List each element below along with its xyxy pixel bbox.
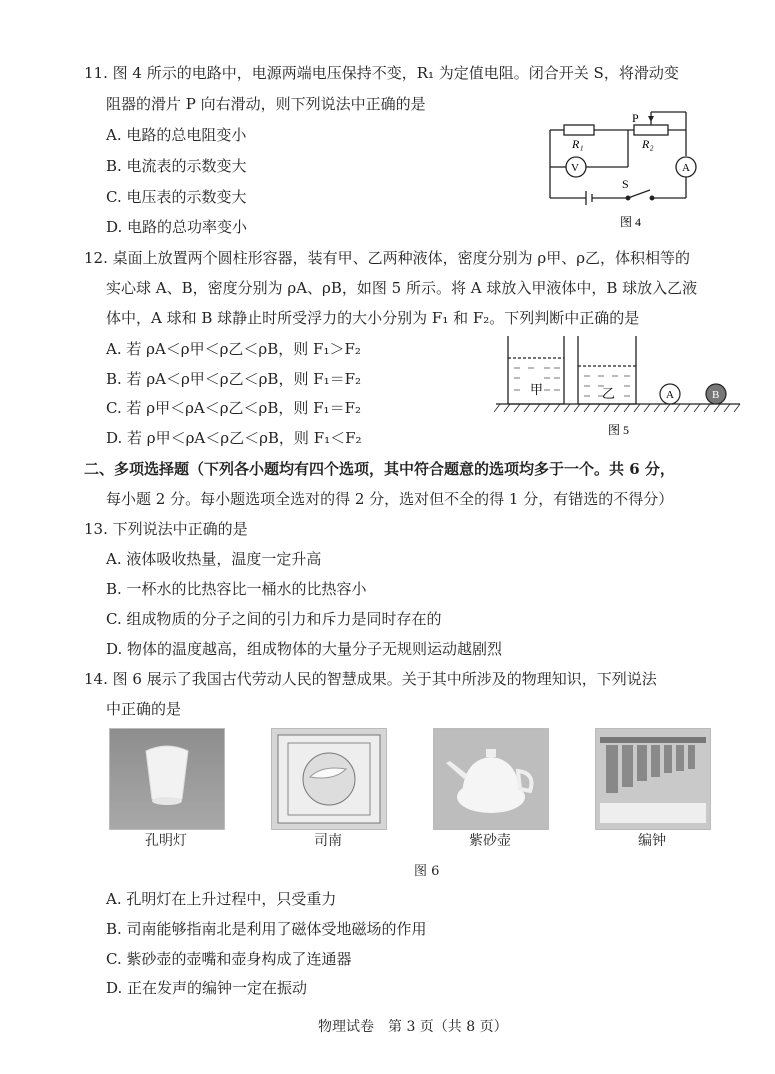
sinan-compass-photo bbox=[271, 728, 387, 830]
circuit-diagram-fig4 bbox=[538, 100, 718, 235]
q12-stem-line2: 实心球 A、B，密度分别为 ρA、ρB，如图 5 所示。将 A 球放入甲液体中，B 球放入乙液 bbox=[106, 279, 698, 297]
q14-option-a: A. 孔明灯在上升过程中，只受重力 bbox=[106, 890, 337, 908]
q14-stem-line1: 14. 图 6 展示了我国古代劳动人民的智慧成果。关于其中所涉及的物理知识，下列说法 bbox=[84, 670, 657, 688]
q11-stem-line2: 阻器的滑片 P 向右滑动，则下列说法中正确的是 bbox=[106, 95, 426, 113]
q12-option-c: C. 若 ρ甲＜ρA＜ρ乙＜ρB，则 F₁＝F₂ bbox=[106, 399, 361, 417]
bianzhong-bells-photo bbox=[595, 728, 711, 830]
q12-stem-line3: 体中，A 球和 B 球静止时所受浮力的大小分别为 F₁ 和 F₂。下列判断中正确的是 bbox=[106, 309, 640, 327]
fig4-caption: 图 4 bbox=[620, 215, 642, 229]
q12-option-d: D. 若 ρ甲＜ρA＜ρ乙＜ρB，则 F₁＜F₂ bbox=[106, 429, 362, 447]
q13-option-a: A. 液体吸收热量，温度一定升高 bbox=[106, 550, 322, 568]
q14-option-b: B. 司南能够指南北是利用了磁体受地磁场的作用 bbox=[106, 920, 427, 938]
svg-text:P: P bbox=[632, 111, 639, 125]
switch bbox=[628, 190, 650, 198]
svg-text:R₂: R₂ bbox=[642, 137, 654, 151]
photo-label-bianzhong: 编钟 bbox=[638, 833, 666, 849]
svg-text:乙: 乙 bbox=[602, 387, 616, 402]
resistor-r2 bbox=[634, 125, 668, 135]
section2-header-line2: 每小题 2 分。每小题选项全选对的得 2 分，选对但不全的得 1 分，有错选的不得分） bbox=[106, 490, 674, 508]
svg-text:甲: 甲 bbox=[530, 383, 544, 398]
q13-option-d: D. 物体的温度越高，组成物体的大量分子无规则运动越剧烈 bbox=[106, 640, 503, 658]
q13-stem: 13. 下列说法中正确的是 bbox=[84, 520, 248, 538]
zisha-teapot-photo bbox=[433, 728, 549, 830]
q13-option-b: B. 一杯水的比热容比一桶水的比热容小 bbox=[106, 580, 367, 598]
q11-option-b: B. 电流表的示数变大 bbox=[106, 157, 247, 175]
fig6-caption: 图 6 bbox=[414, 864, 440, 879]
fig5-caption: 图 5 bbox=[608, 423, 630, 437]
q13-option-c: C. 组成物质的分子之间的引力和斥力是同时存在的 bbox=[106, 610, 442, 628]
svg-text:R₁: R₁ bbox=[572, 137, 584, 151]
q11-option-c: C. 电压表的示数变大 bbox=[106, 188, 247, 206]
svg-text:A: A bbox=[666, 389, 674, 401]
section2-header-line1: 二、多项选择题（下列各小题均有四个选项，其中符合题意的选项均多于一个。共 6 分， bbox=[84, 460, 675, 478]
page-footer: 物理试卷 第 3 页（共 8 页） bbox=[318, 1019, 508, 1035]
q11-option-d: D. 电路的总功率变小 bbox=[106, 218, 248, 236]
q12-stem-line1: 12. 桌面上放置两个圆柱形容器，装有甲、乙两种液体，密度分别为 ρ甲、ρ乙，体积相等的 bbox=[84, 249, 691, 267]
q12-option-b: B. 若 ρA＜ρ甲＜ρ乙＜ρB，则 F₁＝F₂ bbox=[106, 370, 362, 388]
q14-option-d: D. 正在发声的编钟一定在振动 bbox=[106, 979, 308, 997]
svg-text:B: B bbox=[712, 389, 720, 401]
containers-diagram-fig5 bbox=[494, 328, 744, 438]
svg-text:A: A bbox=[682, 162, 690, 174]
q11-option-a: A. 电路的总电阻变小 bbox=[106, 126, 247, 144]
kongming-lantern-photo bbox=[109, 728, 225, 830]
q14-option-c: C. 紫砂壶的壶嘴和壶身构成了连通器 bbox=[106, 950, 352, 968]
svg-text:S: S bbox=[622, 177, 629, 191]
resistor-r1 bbox=[564, 125, 594, 135]
q12-option-a: A. 若 ρA＜ρ甲＜ρ乙＜ρB，则 F₁＞F₂ bbox=[106, 340, 361, 358]
photo-label-zisha: 紫砂壶 bbox=[469, 833, 511, 849]
svg-text:V: V bbox=[571, 162, 579, 174]
q11-stem-line1: 11. 图 4 所示的电路中，电源两端电压保持不变，R₁ 为定值电阻。闭合开关 S，将滑动变 bbox=[84, 64, 679, 82]
q14-stem-line2: 中正确的是 bbox=[106, 700, 182, 718]
photo-label-kongming: 孔明灯 bbox=[145, 833, 187, 849]
photo-label-sinan: 司南 bbox=[314, 833, 342, 849]
